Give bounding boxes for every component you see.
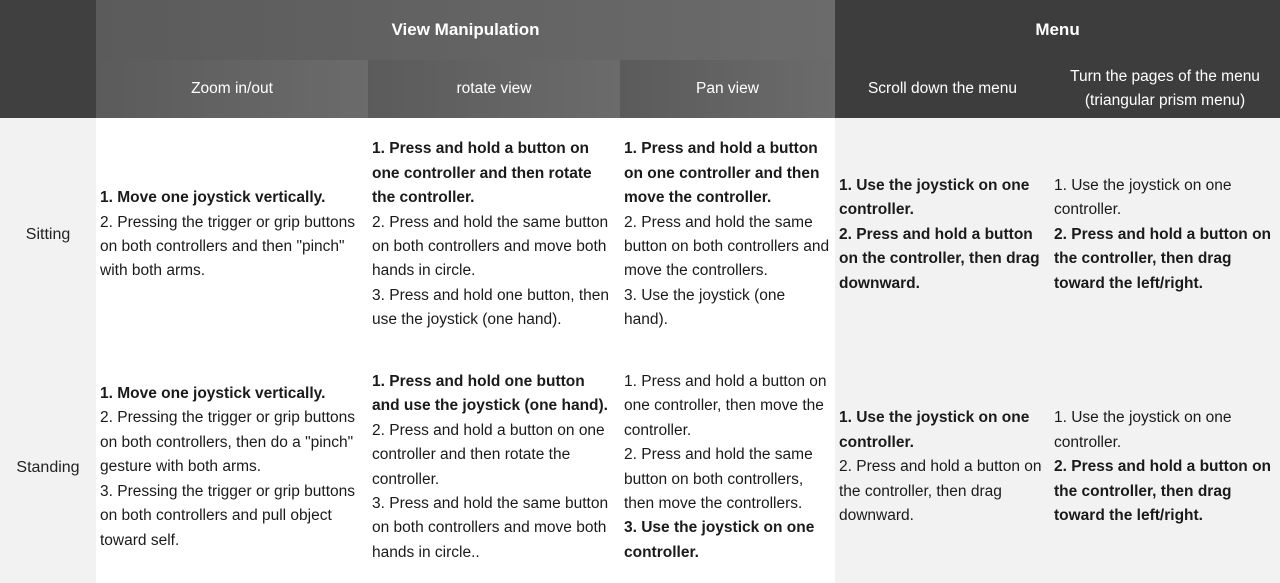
step-item: 1. Press and hold a button on one controller and then move the controller. xyxy=(624,140,820,207)
step-item: 3. Use the joystick (one hand). xyxy=(624,286,786,329)
col-header-pages-line2: (triangular prism menu) xyxy=(1084,92,1246,109)
step-item: 1. Move one joystick vertically. xyxy=(100,385,326,403)
step-item: 1. Use the joystick on one controller. xyxy=(839,176,1030,219)
col-header-pages-line1: Turn the pages of the menu xyxy=(1070,68,1260,85)
cell-standing-zoom xyxy=(96,352,368,583)
step-item: 1. Use the joystick on one controller. xyxy=(839,409,1030,451)
row-label-standing: Standing xyxy=(0,352,96,583)
step-item: 2. Press and hold a button on the controller, then drag toward the left/right. xyxy=(1054,225,1272,292)
step-item: 3. Press and hold one button, then use the joystick (one hand). xyxy=(372,286,609,329)
cell-standing-pages xyxy=(1050,352,1280,583)
col-header-rotate: rotate view xyxy=(368,60,620,118)
step-item: 1. Press and hold a button on one controller and then rotate the controller. xyxy=(372,140,592,207)
col-header-scroll: Scroll down the menu xyxy=(835,60,1050,118)
header-corner xyxy=(0,0,96,60)
header-view-manipulation: View Manipulation xyxy=(96,0,835,60)
step-item: 2. Press and hold a button on one controller and then rotate the controller. xyxy=(372,421,605,488)
step-item: 3. Press and hold the same button on both controllers and move both hands in circle.. xyxy=(372,494,609,561)
col-header-pages xyxy=(1050,60,1280,118)
step-item: 3. Pressing the trigger or grip buttons on both controllers and pull object toward self. xyxy=(100,482,356,549)
step-item: 2. Press and hold the same button on both controllers and move both hands in circle. xyxy=(372,213,609,280)
header-corner-2 xyxy=(0,60,96,118)
header-group-row xyxy=(0,0,1280,60)
header-column-row xyxy=(0,60,1280,118)
col-header-pan: Pan view xyxy=(620,60,835,118)
col-header-zoom: Zoom in/out xyxy=(96,60,368,118)
step-item: 2. Press and hold the same button on both controllers and move the controllers. xyxy=(624,213,830,280)
step-item: 1. Move one joystick vertically. xyxy=(100,189,326,207)
cell-standing-rotate xyxy=(368,352,620,583)
step-item: 2. Press and hold a button on the controller, then drag toward the left/right. xyxy=(1054,458,1272,525)
step-item: 3. Use the joystick on one controller. xyxy=(624,519,815,561)
step-item: 1. Press and hold a button on one controller, then move the controller. xyxy=(624,372,827,439)
cell-standing-scroll xyxy=(835,352,1050,583)
row-standing xyxy=(0,352,1280,583)
cell-sitting-pan xyxy=(620,118,835,352)
cell-sitting-scroll xyxy=(835,118,1050,352)
step-item: 2. Pressing the trigger or grip buttons on both controllers, then do a "pinch" gesture with both arms. xyxy=(100,409,356,476)
step-item: 1. Use the joystick on one controller. xyxy=(1054,176,1232,219)
cell-sitting-pages xyxy=(1050,118,1280,352)
step-item: 2. Press and hold the same button on both controllers, then move the controllers. xyxy=(624,446,813,512)
step-item: 2. Press and hold a button on the controller, then drag downward. xyxy=(839,225,1040,292)
cell-sitting-zoom xyxy=(96,118,368,352)
row-label-sitting: Sitting xyxy=(0,118,96,352)
step-item: 1. Press and hold one button and use the joystick (one hand). xyxy=(372,372,608,415)
cell-sitting-rotate xyxy=(368,118,620,352)
step-item: 2. Pressing the trigger or grip buttons on both controllers and then "pinch" with both arms. xyxy=(100,213,356,280)
header-menu: Menu xyxy=(835,0,1280,60)
cell-standing-pan xyxy=(620,352,835,583)
step-item: 2. Press and hold a button on the controller, then drag downward. xyxy=(839,458,1042,525)
step-item: 1. Use the joystick on one controller. xyxy=(1054,409,1232,451)
row-sitting xyxy=(0,118,1280,352)
